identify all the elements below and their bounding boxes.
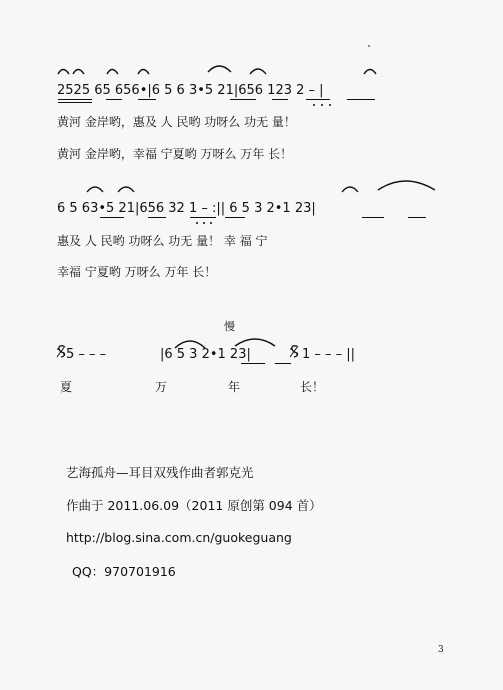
notes-line3-mid: |6 5 3 2•1 23| <box>160 347 251 362</box>
lyrics-line1-verse2: 黄河 金岸哟，幸福 宁夏哟 万呀么 万年 长！ <box>57 147 293 161</box>
notes-line2: 6 5 63•5 21|656 32 1 – :|| 6 5 3 2•1 23| <box>57 201 316 216</box>
lyrics-line3-word1: 夏 <box>60 380 73 394</box>
page-number: 3 <box>438 645 444 655</box>
slur-marks-line2 <box>55 178 455 202</box>
segno-icon-end <box>288 343 300 359</box>
notes-line1: 2525 65 656•|6 5 6 3•5 21|656 123 2 – | <box>57 83 324 98</box>
slur-marks-line1 <box>55 62 415 82</box>
lyrics-line2-verse1: 惠及 人 民哟 功呀么 功无 量！ 幸 福 宁 <box>57 234 268 248</box>
lyrics-line3-word2: 万 <box>155 380 168 394</box>
qq-contact: QQ：970701916 <box>72 564 176 579</box>
lyrics-line1-verse1: 黄河 金岸哟，惠及 人 民哟 功呀么 功无 量！ <box>57 115 296 129</box>
lyrics-line2-verse2: 幸福 宁夏哟 万呀么 万年 长！ <box>57 265 217 279</box>
notes-line3-end: 1 – – – || <box>302 347 356 362</box>
lyrics-line3-word4: 长！ <box>300 380 325 394</box>
composition-date: 作曲于 2011.06.09（2011 原创第 094 首） <box>66 498 322 513</box>
lyrics-line3-word3: 年 <box>228 380 241 394</box>
composer-credit: 艺海孤舟—耳目双残作曲者郭克光 <box>66 465 254 480</box>
blog-url[interactable]: http://blog.sina.com.cn/guokeguang <box>66 530 292 545</box>
notes-line3-start: 5 – – – <box>66 347 107 362</box>
tempo-mark: 慢 <box>224 320 235 333</box>
